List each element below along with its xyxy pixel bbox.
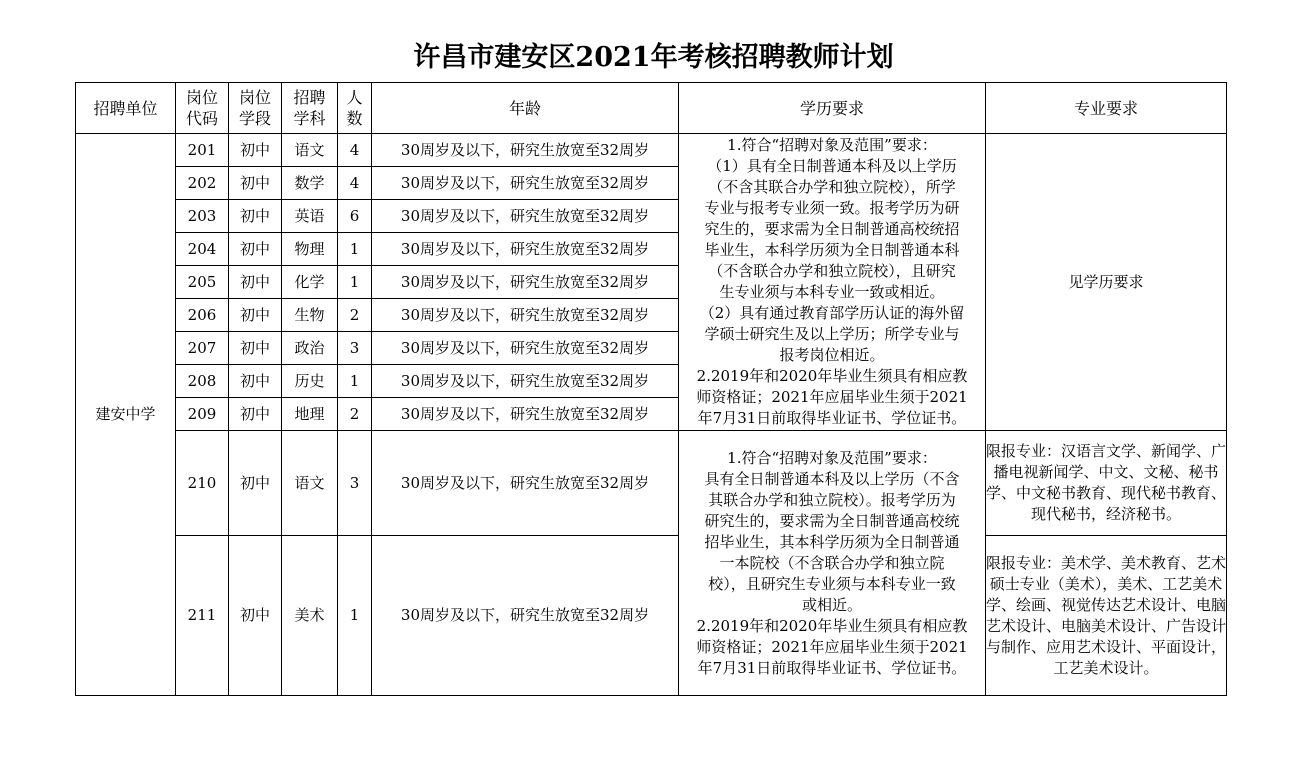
subject-cell: 生物 [282, 299, 338, 332]
count-cell: 4 [338, 167, 372, 200]
stage-cell: 初中 [229, 431, 282, 536]
education-line: 2.2019年和2020年毕业生须具有相应教 [696, 616, 968, 635]
age-cell: 30周岁及以下，研究生放宽至32周岁 [372, 134, 679, 167]
education-line: 一本院校（不含联合办学和独立院 [719, 553, 945, 572]
table-row [76, 431, 1227, 536]
count-cell: 3 [338, 332, 372, 365]
stage-cell: 初中 [229, 398, 282, 431]
header-stage-line2: 学段 [238, 109, 271, 128]
age-cell: 30周岁及以下，研究生放宽至32周岁 [372, 200, 679, 233]
header-row [76, 83, 1227, 134]
age-cell: 30周岁及以下，研究生放宽至32周岁 [372, 167, 679, 200]
header-unit: 招聘单位 [76, 83, 176, 134]
stage-cell: 初中 [229, 332, 282, 365]
education-line: 1.符合“招聘对象及范围”要求： [727, 448, 937, 467]
age-cell: 30周岁及以下，研究生放宽至32周岁 [372, 299, 679, 332]
education-line: 专业与报考专业须一致。报考学历为研 [704, 199, 960, 217]
count-cell: 1 [338, 365, 372, 398]
unit-cell: 建安中学 [76, 134, 176, 696]
header-education: 学历要求 [679, 83, 986, 134]
education-line: （不含其联合办学和独立院校），所学 [708, 178, 956, 196]
code-cell: 201 [176, 134, 229, 167]
header-major: 专业要求 [986, 83, 1227, 134]
subject-cell: 语文 [282, 134, 338, 167]
code-cell: 205 [176, 266, 229, 299]
code-cell: 209 [176, 398, 229, 431]
education-requirement-group2 [679, 431, 986, 696]
header-stage-line1: 岗位 [238, 88, 271, 107]
major-requirement-group1: 见学历要求 [986, 134, 1227, 431]
code-cell: 207 [176, 332, 229, 365]
header-subject-line2: 学科 [293, 109, 326, 128]
education-line: 师资格证；2021年应届毕业生须于2021 [696, 637, 968, 656]
age-cell: 30周岁及以下，研究生放宽至32周岁 [372, 332, 679, 365]
education-line: 2.2019年和2020年毕业生须具有相应教 [696, 367, 968, 385]
header-subject-line1: 招聘 [293, 88, 326, 107]
education-line: （2）具有通过教育部学历认证的海外留 [699, 304, 965, 322]
education-line: （1）具有全日制普通本科及以上学历 [707, 157, 957, 175]
subject-cell: 美术 [282, 536, 338, 696]
age-cell: 30周岁及以下，研究生放宽至32周岁 [372, 365, 679, 398]
age-cell: 30周岁及以下，研究生放宽至32周岁 [372, 266, 679, 299]
subject-cell: 政治 [282, 332, 338, 365]
age-cell: 30周岁及以下，研究生放宽至32周岁 [372, 536, 679, 696]
stage-cell: 初中 [229, 134, 282, 167]
education-line: 年7月31日前取得毕业证书、学位证书。 [697, 409, 967, 427]
page-title: 许昌市建安区2021年考核招聘教师计划 [413, 42, 894, 73]
education-line: （不含联合办学和独立院校），且研究 [708, 262, 956, 280]
major-requirement-211: 限报专业：美术学、美术教育、艺术硕士专业（美术），美术、工艺美术学、绘画、视觉传达艺术设计、电脑艺术设计、电脑美术设计、广告设计与制作、应用艺术设计、平面设计，工艺美术设计。 [986, 536, 1227, 696]
header-age: 年龄 [372, 83, 679, 134]
subject-cell: 语文 [282, 431, 338, 536]
header-code [176, 83, 229, 134]
education-requirement-group1 [679, 134, 986, 431]
code-cell: 208 [176, 365, 229, 398]
header-stage [229, 83, 282, 134]
education-line: 学硕士研究生及以上学历；所学专业与 [704, 325, 960, 343]
header-count-line1: 人 [346, 88, 363, 107]
count-cell: 3 [338, 431, 372, 536]
subject-cell: 英语 [282, 200, 338, 233]
education-line: 毕业生，本科学历须为全日制普通本科 [704, 241, 960, 259]
code-cell: 204 [176, 233, 229, 266]
stage-cell: 初中 [229, 200, 282, 233]
table-row [76, 134, 1227, 167]
education-line: 或相近。 [801, 595, 862, 614]
subject-cell: 数学 [282, 167, 338, 200]
code-cell: 203 [176, 200, 229, 233]
header-count [338, 83, 372, 134]
age-cell: 30周岁及以下，研究生放宽至32周岁 [372, 233, 679, 266]
stage-cell: 初中 [229, 299, 282, 332]
education-line: 究生的，要求需为全日制普通高校统招 [704, 220, 960, 238]
code-cell: 210 [176, 431, 229, 536]
stage-cell: 初中 [229, 167, 282, 200]
code-cell: 206 [176, 299, 229, 332]
major-requirement-210: 限报专业：汉语言文学、新闻学、广播电视新闻学、中文、文秘、秘书学、中文秘书教育、现代秘书教育、现代秘书，经济秘书。 [986, 431, 1227, 536]
education-line: 1.符合“招聘对象及范围”要求： [727, 136, 937, 154]
education-line: 具有全日制普通本科及以上学历（不含 [704, 469, 960, 488]
stage-cell: 初中 [229, 233, 282, 266]
count-cell: 1 [338, 536, 372, 696]
education-line: 校），且研究生专业须与本科专业一致 [708, 574, 956, 593]
subject-cell: 地理 [282, 398, 338, 431]
code-cell: 211 [176, 536, 229, 696]
table-row [76, 536, 1227, 696]
stage-cell: 初中 [229, 266, 282, 299]
count-cell: 2 [338, 398, 372, 431]
stage-cell: 初中 [229, 365, 282, 398]
recruitment-plan-table [75, 82, 1227, 696]
education-line: 生专业须与本科专业一致或相近。 [719, 283, 945, 301]
header-subject [282, 83, 338, 134]
subject-cell: 历史 [282, 365, 338, 398]
code-cell: 202 [176, 167, 229, 200]
header-code-line1: 岗位 [185, 88, 218, 107]
education-line: 研究生的，要求需为全日制普通高校统 [704, 511, 960, 530]
education-line: 其联合办学和独立院校）。报考学历为 [708, 490, 956, 509]
education-line: 报考岗位相近。 [779, 346, 885, 364]
count-cell: 6 [338, 200, 372, 233]
count-cell: 4 [338, 134, 372, 167]
education-line: 年7月31日前取得毕业证书、学位证书。 [697, 658, 967, 677]
header-code-line2: 代码 [185, 109, 218, 128]
count-cell: 1 [338, 266, 372, 299]
education-line: 师资格证；2021年应届毕业生须于2021 [696, 388, 968, 406]
subject-cell: 物理 [282, 233, 338, 266]
education-line: 招毕业生，其本科学历须为全日制普通 [704, 532, 960, 551]
stage-cell: 初中 [229, 536, 282, 696]
subject-cell: 化学 [282, 266, 338, 299]
header-count-line2: 数 [346, 109, 363, 128]
age-cell: 30周岁及以下，研究生放宽至32周岁 [372, 398, 679, 431]
count-cell: 2 [338, 299, 372, 332]
age-cell: 30周岁及以下，研究生放宽至32周岁 [372, 431, 679, 536]
count-cell: 1 [338, 233, 372, 266]
